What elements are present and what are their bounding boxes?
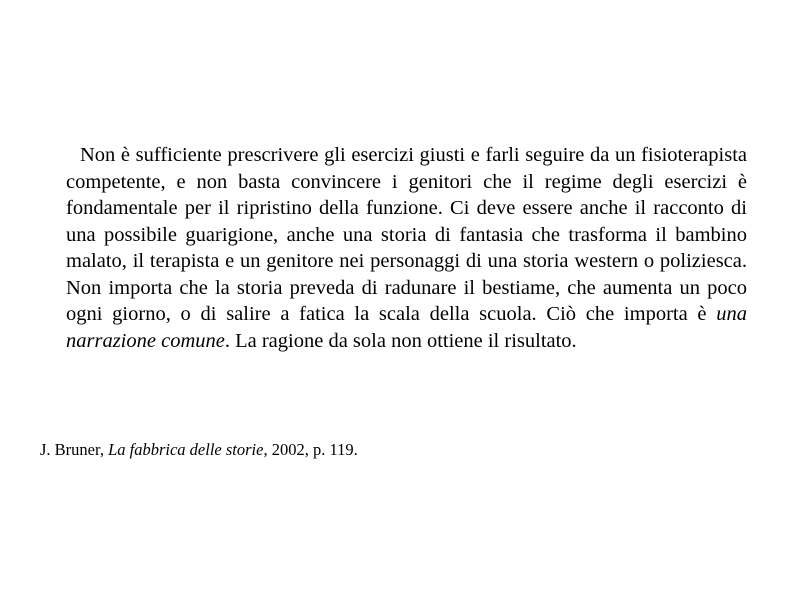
- quote-paragraph: [66, 142, 747, 354]
- quote-text-part2: . La ragione da sola non ottiene il risultato.: [224, 329, 577, 352]
- citation: [40, 439, 358, 461]
- quote-text-part1: Non è sufficiente prescrivere gli esercizi giusti e farli seguire da un fisioterapista competente, e non basta convincere i genitori che il regime degli esercizi è fondamentale per il ripristino della funzione. Ci deve essere anche il racconto di una possibile guarigione, anche una storia di fantasia che trasforma il bambino malato, il terapista e un genitore nei personaggi di una storia western o poliziesca. Non importa che la storia preveda di radunare il bestiame, che aumenta un poco ogni giorno, o di salire a fatica la scala della scuola. Ciò che importa è: [66, 144, 747, 325]
- quote-emphasis: una narrazione comune: [66, 303, 748, 352]
- citation-author: J. Bruner,: [40, 440, 109, 459]
- citation-title: La fabbrica delle storie: [108, 440, 264, 459]
- citation-details: , 2002, p. 119.: [263, 440, 358, 459]
